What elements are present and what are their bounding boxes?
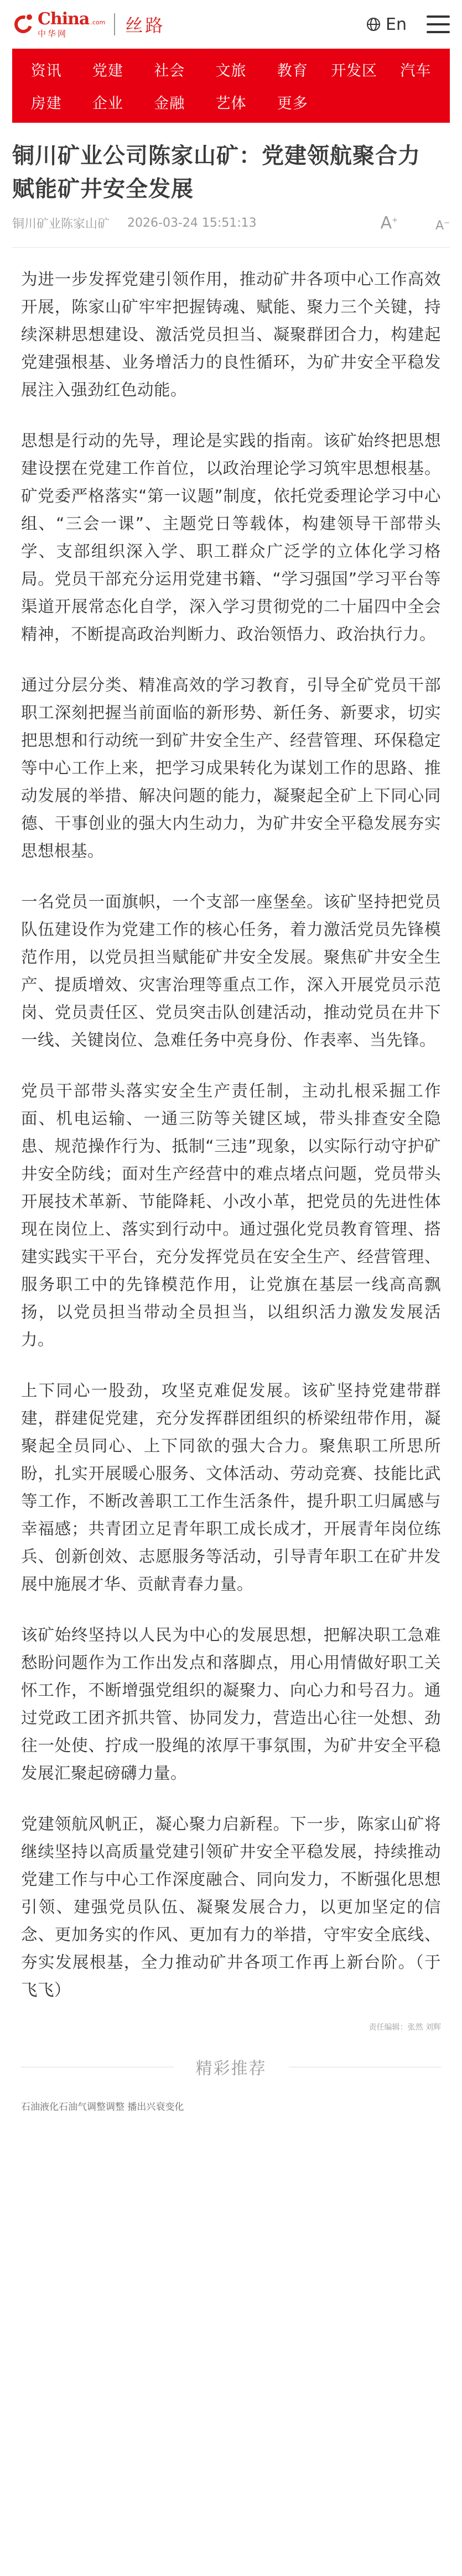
article-date: 2026-03-24 15:51:13 <box>127 216 257 230</box>
nav-item-arts-sports[interactable]: 艺体 <box>215 95 247 112</box>
font-increase-button[interactable]: A+ <box>380 213 398 233</box>
logo-mark-icon <box>12 12 37 36</box>
site-logo[interactable] <box>12 11 105 38</box>
logo-text <box>38 11 105 38</box>
nav-item-news[interactable]: 资讯 <box>30 62 62 80</box>
nav-item-dev-zone[interactable]: 开发区 <box>331 62 378 80</box>
header-divider <box>114 13 115 35</box>
recommend-item[interactable]: 石油液化石油气调整调整 播出兴衰变化 <box>21 2102 184 2113</box>
font-decrease-label: A <box>435 219 444 233</box>
article-paragraph: 一名党员一面旗帜，一个支部一座堡垒。该矿坚持把党员队伍建设作为党建工作的核心任务，着力激活党员先锋模范作用，以党员担当赋能矿井安全发展。聚焦矿井安全生产、提质增效、灾害治理等重点工作，深入开展党员示范岗、党员责任区、党员突击队创建活动，推动党员在井下一线、关键岗位、急难任务中亮身份、作表率、当先锋。 <box>21 892 441 1049</box>
article-editor: 责任编辑：张然 刘辉 <box>368 2023 441 2032</box>
logo-chinese: 中华网 <box>38 28 68 39</box>
recommend-header <box>21 2055 441 2079</box>
article-paragraph: 该矿始终坚持以人民为中心的发展思想，把解决职工急难愁盼问题作为工作出发点和落脚点，用心用情做好职工关怀工作，不断增强党组织的凝聚力、向心力和号召力。通过党政工团齐抓共管、协同发力，营造出心往一处想、劲往一处使、拧成一股绳的浓厚干事氛围，为矿井安全平稳发展汇聚起磅礴力量。 <box>21 1626 441 1783</box>
article-source: 铜川矿业陈家山矿 <box>12 217 110 231</box>
font-increase-label: A <box>380 213 392 233</box>
article-title: 铜川矿业公司陈家山矿：党建领航聚合力 赋能矿井安全发展 <box>12 143 421 202</box>
nav-item-auto[interactable]: 汽车 <box>400 62 432 80</box>
nav-item-enterprise[interactable]: 企业 <box>92 95 123 112</box>
font-size-controls <box>343 213 450 233</box>
nav-item-party[interactable]: 党建 <box>92 62 123 80</box>
channel-nav <box>12 49 450 123</box>
recommend-title: 精彩推荐 <box>195 2059 267 2078</box>
article-paragraph: 上下同心一股劲，攻坚克难促发展。该矿坚持党建带群建，群建促党建，充分发挥群团组织的桥梁纽带作用，凝聚起全员同心、上下同欲的强大合力。聚焦职工所思所盼，扎实开展暖心服务、文体活动、劳动竞赛、技能比武等工作，不断改善职工工作生活条件，提升职工归属感与幸福感；共青团立足青年职工成长成才，开展青年岗位练兵、创新创效、志愿服务等活动，引导青年职工在矿井发展中施展才华、贡献青春力量。 <box>21 1381 441 1593</box>
article-paragraph: 党建领航风帆正，凝心聚力启新程。下一步，陈家山矿将继续坚持以高质量党建引领矿井安全平稳发展，持续推动党建工作与中心工作深度融合、同向发力，不断强化思想引领、建强党员队伍、凝聚发展合力，以更加坚定的信念、更加务实的作风、更加有力的举措，守牢安全底线、夯实发展根基，全力推动矿井各项工作再上新台阶。（于飞飞） <box>21 1815 441 1999</box>
channel-name[interactable]: 丝路 <box>125 15 165 36</box>
language-switch[interactable]: En <box>386 14 407 34</box>
nav-item-society[interactable]: 社会 <box>154 62 185 80</box>
nav-item-finance[interactable]: 金融 <box>154 95 185 112</box>
menu-icon[interactable] <box>427 15 450 33</box>
article-paragraph: 党员干部带头落实安全生产责任制，主动扎根采掘工作面、机电运输、一通三防等关键区域，带头排查安全隐患、规范操作行为、抵制“三违”现象，以实际行动守护矿井安全防线；面对生产经营中的难点堵点问题，党员带头开展技术革新、节能降耗、小改小革，把党员的先进性体现在岗位上、落实到行动中。通过强化党员教育管理、搭建实践实干平台，充分发挥党员在安全生产、经营管理、服务职工中的先锋模范作用，让党旗在基层一线高高飘扬，以党员担当带动全员担当，以组织活力激发发展活力。 <box>21 1081 441 1349</box>
nav-item-real-estate[interactable]: 房建 <box>30 95 62 112</box>
site-header <box>0 0 462 49</box>
article-body <box>0 248 462 2004</box>
article-paragraph: 思想是行动的先导，理论是实践的指南。该矿始终把思想建设摆在党建工作首位，以政治理论学习筑牢思想根基。矿党委严格落实“第一议题”制度，依托党委理论学习中心组、“三会一课”、主题党日等载体，构建领导干部带头学、支部组织深入学、职工群众广泛学的立体化学习格局。党员干部充分运用党建书籍、“学习强国”学习平台等渠道开展常态化自学，深入学习贯彻党的二十届四中全会精神，不断提高政治判断力、政治领悟力、政治执行力。 <box>21 431 441 644</box>
font-decrease-button[interactable]: A− <box>435 218 450 233</box>
nav-item-more[interactable]: 更多 <box>277 95 308 112</box>
logo-com: .com <box>90 18 106 26</box>
nav-item-culture-tourism[interactable]: 文旅 <box>215 62 247 80</box>
logo-english: China <box>38 9 90 29</box>
header-actions <box>366 15 450 34</box>
article-paragraph: 通过分层分类、精准高效的学习教育，引导全矿党员干部职工深刻把握当前面临的新形势、新任务、新要求，切实把思想和行动统一到矿井安全生产、经营管理、环保稳定等中心工作上来，把学习成果转化为谋划工作的思路、推动发展的举措、解决问题的能力，凝聚起全矿上下同心同德、干事创业的强大内生动力，为矿井安全平稳发展夯实思想根基。 <box>21 676 441 860</box>
globe-icon[interactable] <box>366 17 381 32</box>
article-meta <box>12 213 450 233</box>
article-paragraph: 为进一步发挥党建引领作用，推动矿井各项中心工作高效开展，陈家山矿牢牢把握铸魂、赋能、聚力三个关键，持续深耕思想建设、激活党员担当、凝聚群团合力，构建起党建强根基、业务增活力的良性循环，为矿井安全平稳发展注入强劲红色动能。 <box>21 270 441 399</box>
nav-item-education[interactable]: 教育 <box>277 62 308 80</box>
